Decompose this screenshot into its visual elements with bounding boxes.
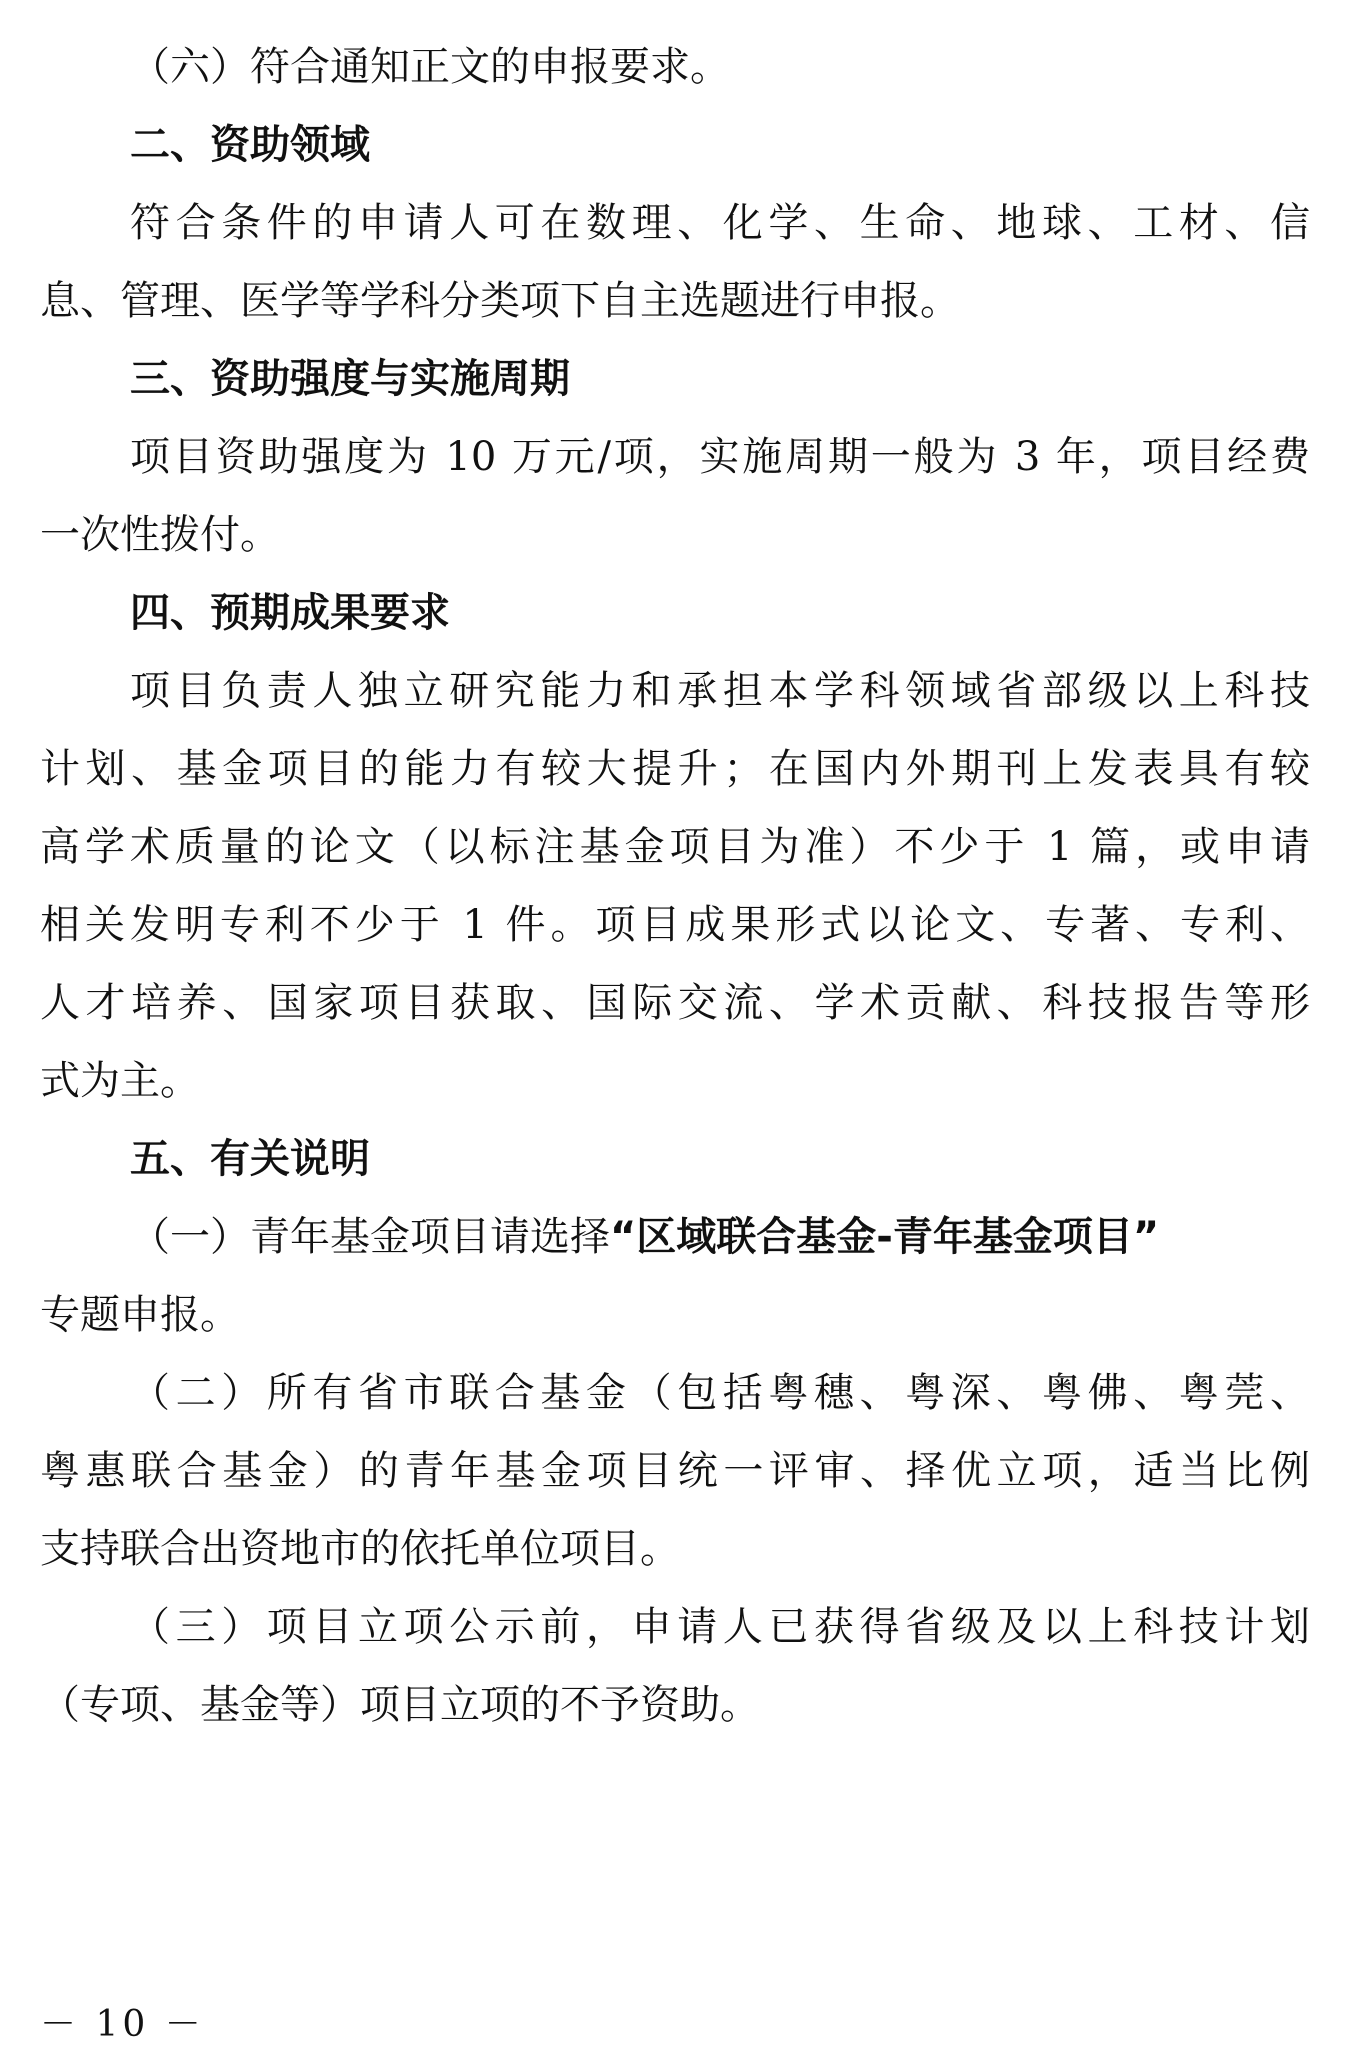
- paragraph-note-2-line-3: 支持联合出资地市的依托单位项目。: [40, 1526, 680, 1572]
- section-heading-funding-areas: 二、资助领域: [130, 122, 370, 168]
- paragraph-expected-results-line-2: 计划、基金项目的能力有较大提升；在国内外期刊上发表具有较: [40, 746, 1310, 792]
- note-1-text: （一）青年基金项目请选择: [130, 1214, 610, 1260]
- section-heading-expected-results: 四、预期成果要求: [130, 590, 450, 636]
- paragraph-expected-results-line-1: 项目负责人独立研究能力和承担本学科领域省部级以上科技: [130, 668, 1310, 714]
- paragraph-expected-results-line-6: 式为主。: [40, 1058, 200, 1104]
- paragraph-funding-areas-line-1: 符合条件的申请人可在数理、化学、生命、地球、工材、信: [130, 200, 1310, 246]
- paragraph-note-3-line-1: （三）项目立项公示前，申请人已获得省级及以上科技计划: [130, 1604, 1310, 1650]
- paragraph-funding-areas-line-2: 息、管理、医学等学科分类项下自主选题进行申报。: [40, 278, 960, 324]
- paragraph-note-2-line-2: 粤惠联合基金）的青年基金项目统一评审、择优立项，适当比例: [40, 1448, 1310, 1494]
- section-heading-notes: 五、有关说明: [130, 1136, 370, 1182]
- paragraph-expected-results-line-3: 高学术质量的论文（以标注基金项目为准）不少于 1 篇，或申请: [40, 824, 1310, 870]
- paragraph-requirement-6: （六）符合通知正文的申报要求。: [130, 44, 730, 90]
- paragraph-note-3-line-2: （专项、基金等）项目立项的不予资助。: [40, 1682, 760, 1728]
- paragraph-expected-results-line-5: 人才培养、国家项目获取、国际交流、学术贡献、科技报告等形: [40, 980, 1310, 1026]
- paragraph-funding-intensity-line-2: 一次性拨付。: [40, 512, 280, 558]
- paragraph-expected-results-line-4: 相关发明专利不少于 1 件。项目成果形式以论文、专著、专利、: [40, 902, 1310, 948]
- note-1-project-type: “区域联合基金-青年基金项目”: [610, 1214, 1160, 1260]
- paragraph-note-1-line-1: [40, 1198, 1310, 1276]
- paragraph-funding-intensity-line-1: 项目资助强度为 10 万元/项，实施周期一般为 3 年，项目经费: [130, 434, 1310, 480]
- section-heading-funding-intensity: 三、资助强度与实施周期: [130, 356, 570, 402]
- paragraph-note-2-line-1: （二）所有省市联合基金（包括粤穗、粤深、粤佛、粤莞、: [130, 1370, 1310, 1416]
- page-number: － 10 －: [40, 2004, 205, 2045]
- document-page: [40, 28, 1310, 1744]
- paragraph-note-1-line-2: 专题申报。: [40, 1292, 240, 1338]
